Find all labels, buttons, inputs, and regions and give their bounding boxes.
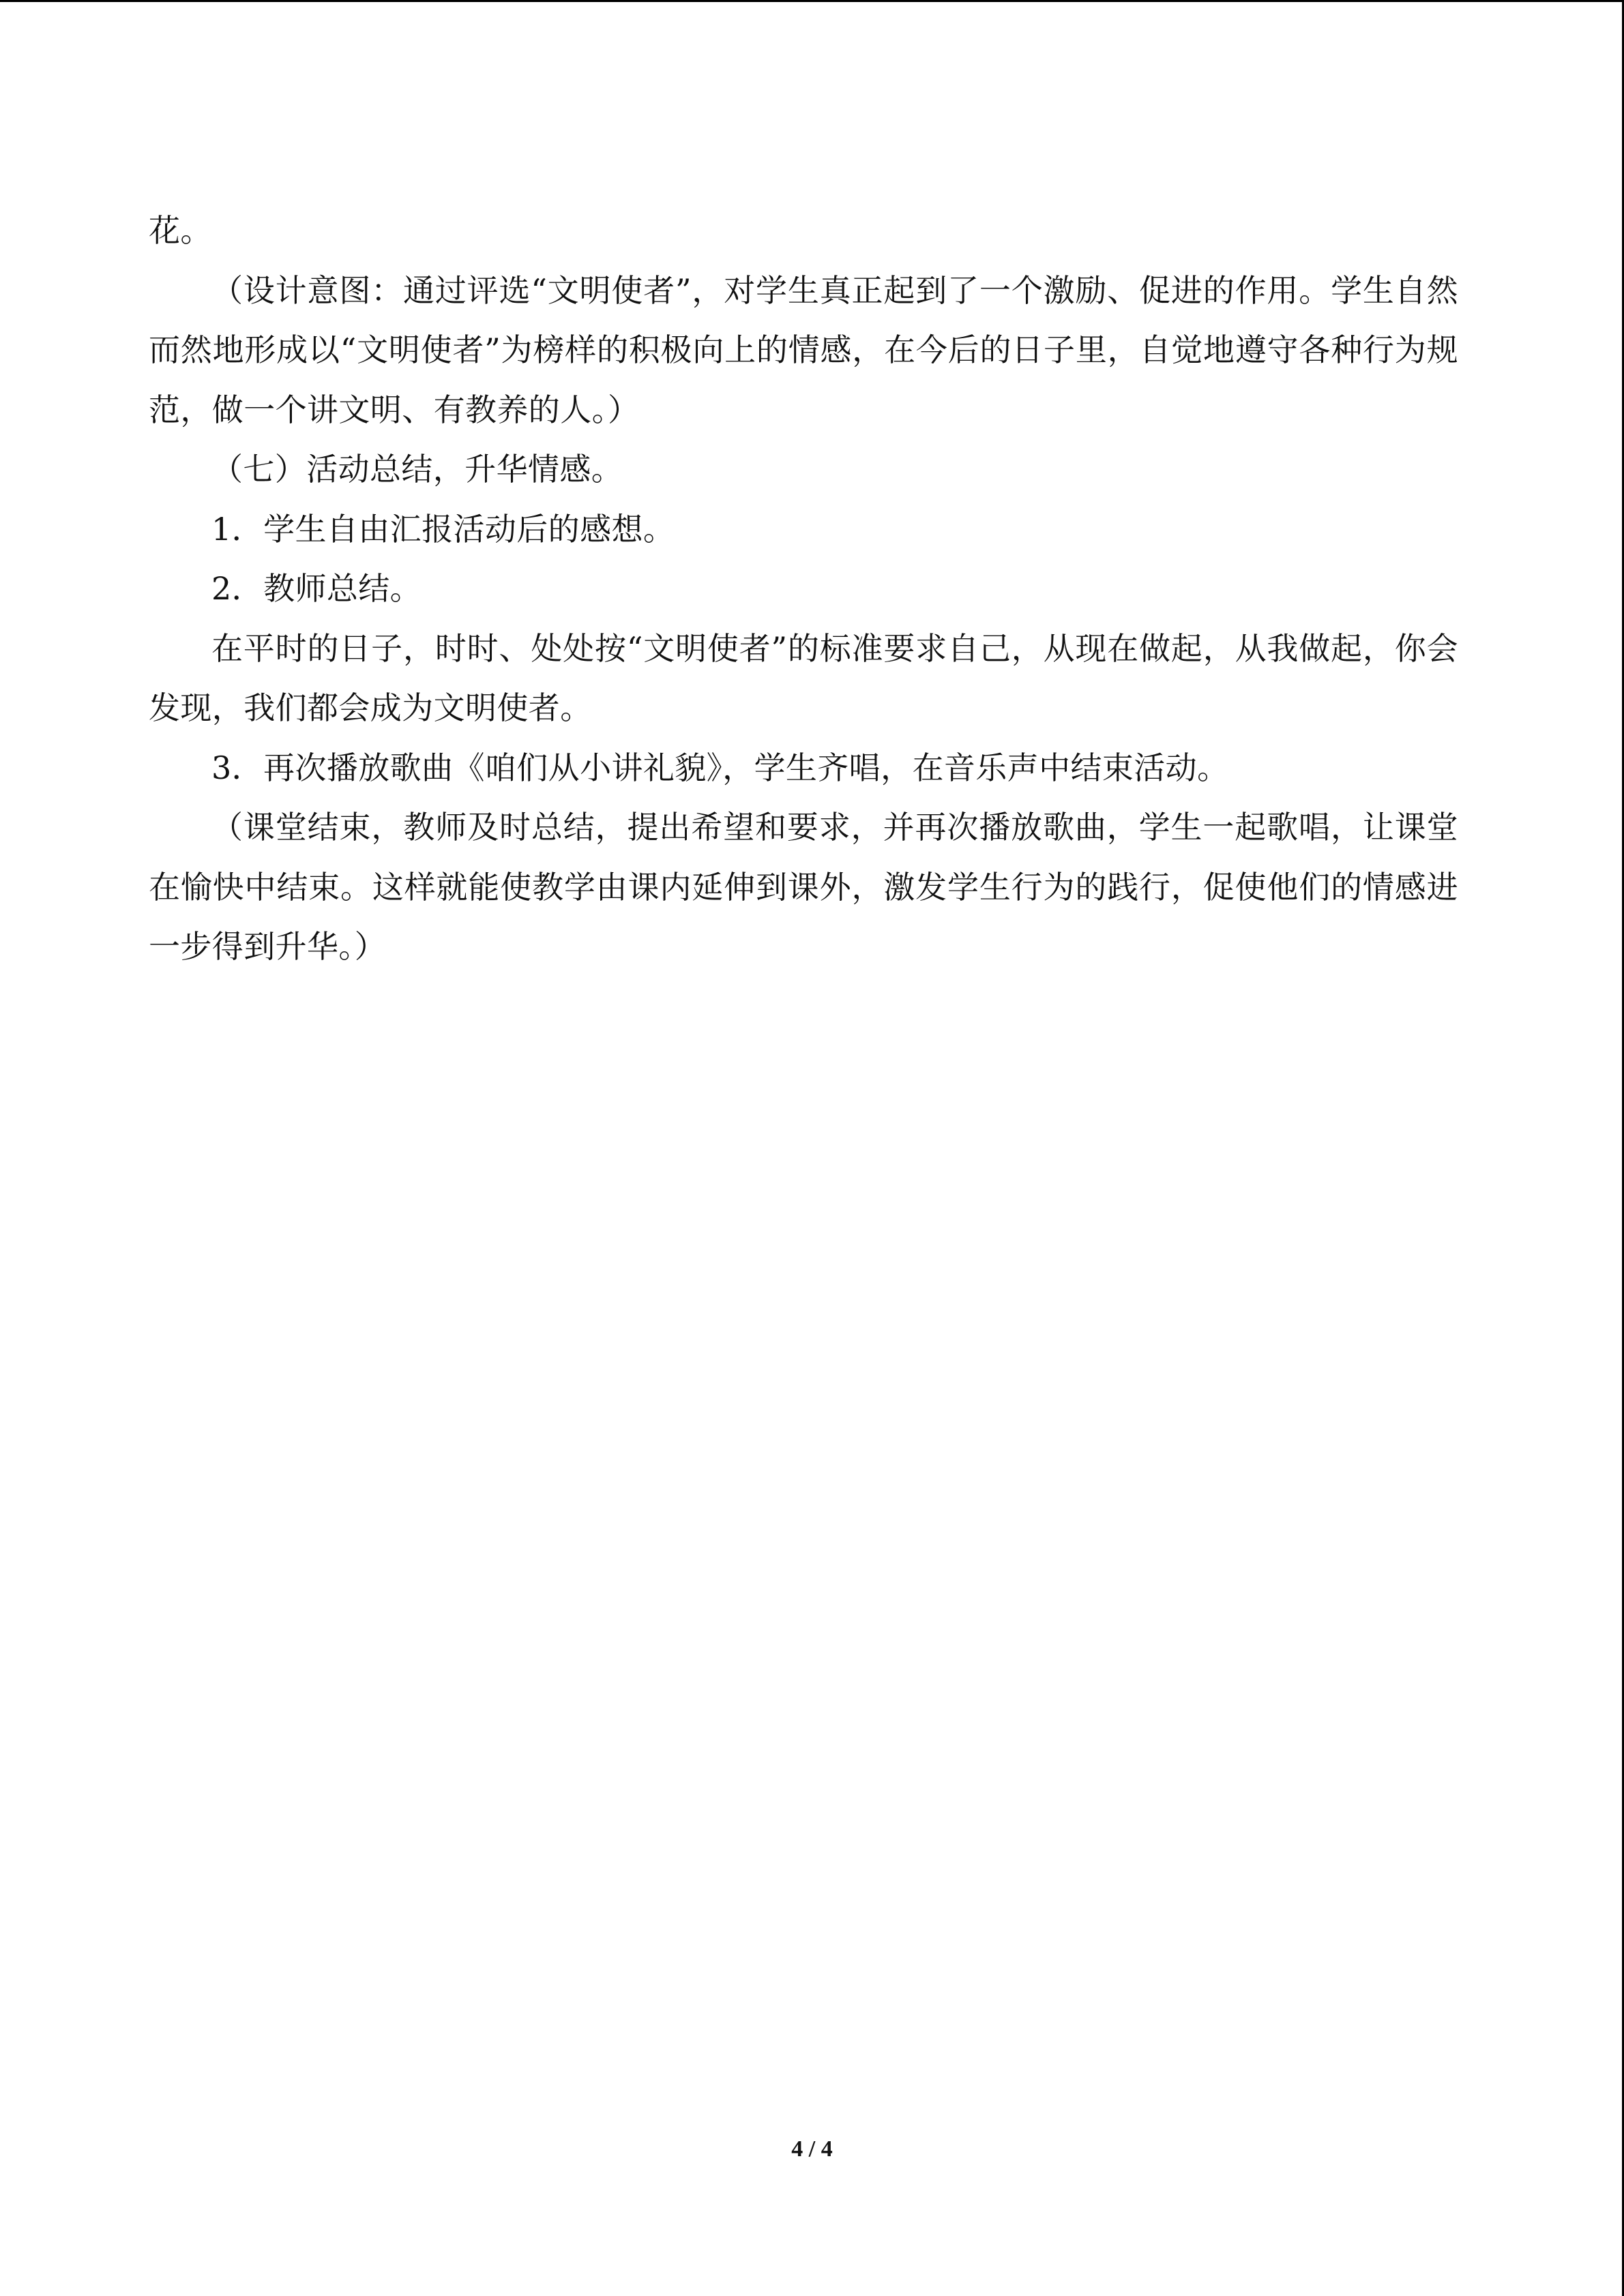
list-item-1: 1．学生自由汇报活动后的感想。 [211,510,675,548]
page-number: 4 / 4 [791,2136,833,2162]
list-item-3: 3．再次播放歌曲《咱们从小讲礼貌》，学生齐唱，在音乐声中结束活动。 [211,749,1229,786]
paragraph-design-intent-1: （设计意图：通过评选“文明使者”，对学生真正起到了一个激励、促进的作用。学生自然而然地形成以“文明使者”为榜样的积极向上的情感，在今后的日子里，自觉地遵守各种行为规范，做一个讲文明、有教养的人。） [149,271,1458,428]
page-top-border [0,0,1624,2]
paragraph-teacher-summary: 在平时的日子，时时、处处按“文明使者”的标准要求自己，从现在做起，从我做起，你会发现，我们都会成为文明使者。 [149,629,1458,726]
paragraph-continuation: 花。 [149,212,212,249]
list-item-2: 2．教师总结。 [211,570,422,607]
document-body [149,201,1458,977]
paragraph-design-intent-2: （课堂结束，教师及时总结，提出希望和要求，并再次播放歌曲，学生一起歌唱，让课堂在愉快中结束。这样就能使教学由课内延伸到课外，激发学生行为的践行，促使他们的情感进一步得到升华。） [149,809,1458,965]
section-heading-summary: （七）活动总结，升华情感。 [211,451,623,488]
